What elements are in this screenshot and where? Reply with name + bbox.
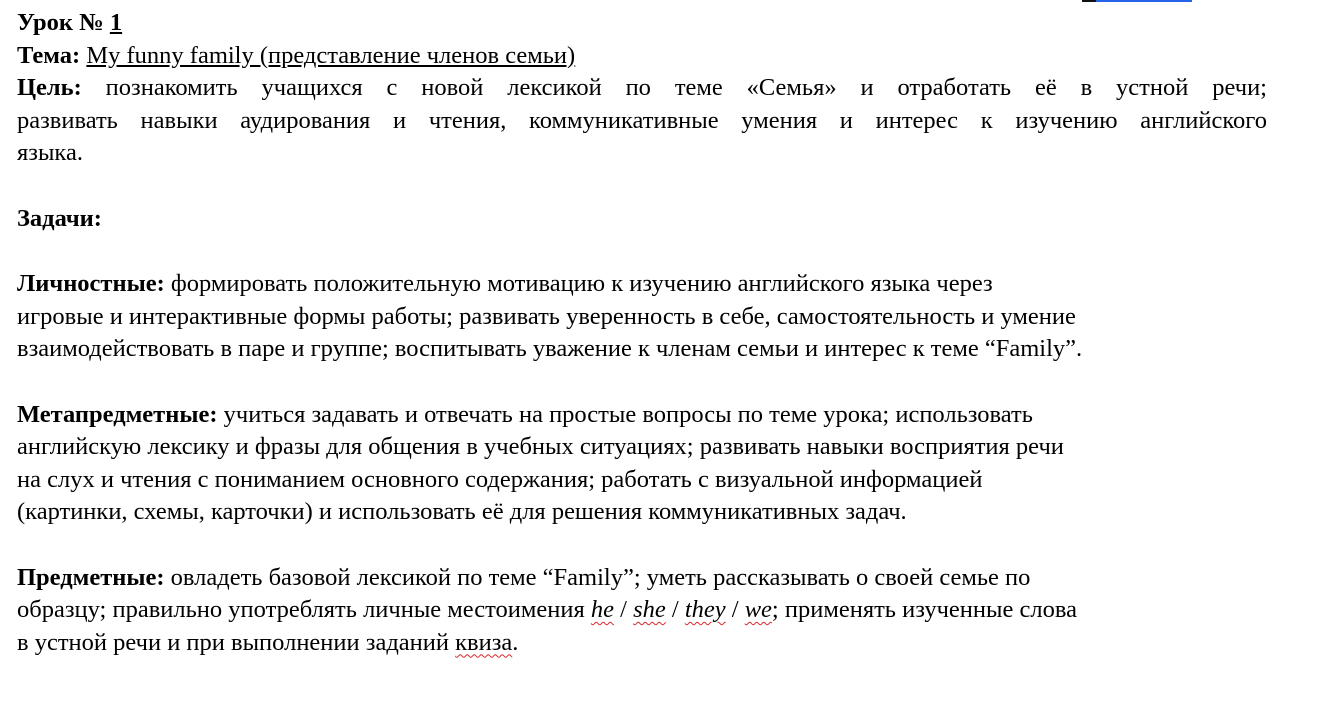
pronoun-he: he: [590, 596, 615, 623]
pronoun-they: they: [684, 596, 726, 623]
goal-line-3: языка.: [17, 139, 83, 166]
tasks-heading-text: Задачи:: [17, 204, 102, 232]
separator: /: [614, 596, 634, 623]
subject-line-3: [17, 627, 1267, 660]
spacer: [17, 529, 1267, 562]
topic-label: Тема:: [17, 41, 81, 69]
subject-text-3-end: .: [512, 628, 519, 656]
topic-value: My funny family (представление членов семьи): [86, 41, 576, 69]
document-body[interactable]: [17, 7, 1267, 659]
subject-line-2: [17, 594, 1267, 627]
goal-line-2: развивать навыки аудирования и чтения, коммуникативные умения и интерес к изучению английского: [17, 106, 1267, 134]
topic-line: [17, 40, 1267, 73]
personal-line-2: игровые и интерактивные формы работы; развивать уверенность в себе, самостоятельность и умение: [17, 302, 1076, 330]
spacer: [17, 366, 1267, 399]
goal-line-1: [17, 72, 1267, 105]
subject-text-2-start: образцу; правильно употреблять личные местоимения: [17, 596, 591, 623]
separator: /: [665, 596, 685, 623]
separator: /: [725, 596, 745, 623]
personal-line-1: [17, 268, 1267, 301]
subject-label: Предметные:: [17, 563, 165, 591]
meta-line-3: на слух и чтения с пониманием основного содержания; работать с визуальной информацией: [17, 465, 983, 493]
pronoun-we: we: [744, 596, 772, 623]
lesson-heading: [17, 7, 1267, 40]
top-selection-bar: [1082, 0, 1192, 2]
subject-text-3-start: в устной речи и при выполнении заданий: [17, 628, 456, 656]
top-cursor-mark: [1082, 0, 1096, 2]
subject-text-2-end: ; применять изученные слова: [771, 596, 1077, 623]
pronoun-she: she: [633, 596, 666, 623]
meta-line-4: (картинки, схемы, карточки) и использовать её для решения коммуникативных задач.: [17, 498, 907, 525]
spacer: [17, 235, 1267, 268]
personal-text-1: формировать положительную мотивацию к изучению английского языка через: [164, 270, 993, 297]
meta-line-2: английскую лексику и фразы для общения в учебных ситуациях; развивать навыки восприятия речи: [17, 433, 1064, 460]
goal-label: Цель:: [17, 74, 82, 101]
subject-text-1: овладеть базовой лексикой по теме “Family”; уметь рассказывать о своей семье по: [164, 563, 1031, 591]
lesson-number: 1: [109, 9, 123, 36]
personal-line-3: взаимодействовать в паре и группе; воспитывать уважение к членам семьи и интерес к теме “Family”.: [17, 335, 1083, 362]
quiz-word: квиза: [455, 628, 513, 656]
spacer: [17, 170, 1267, 203]
subject-line-1: [17, 562, 1267, 595]
tasks-heading: [17, 203, 1267, 236]
meta-text-1: учиться задавать и отвечать на простые вопросы по теме урока; использовать: [217, 400, 1033, 428]
meta-line-1: [17, 399, 1267, 432]
meta-label: Метапредметные:: [17, 400, 218, 428]
goal-text-1: познакомить учащихся с новой лексикой по теме «Семья» и отработать её в устной речи;: [81, 74, 1267, 101]
personal-label: Личностные:: [17, 270, 165, 297]
lesson-label: Урок №: [17, 9, 110, 36]
